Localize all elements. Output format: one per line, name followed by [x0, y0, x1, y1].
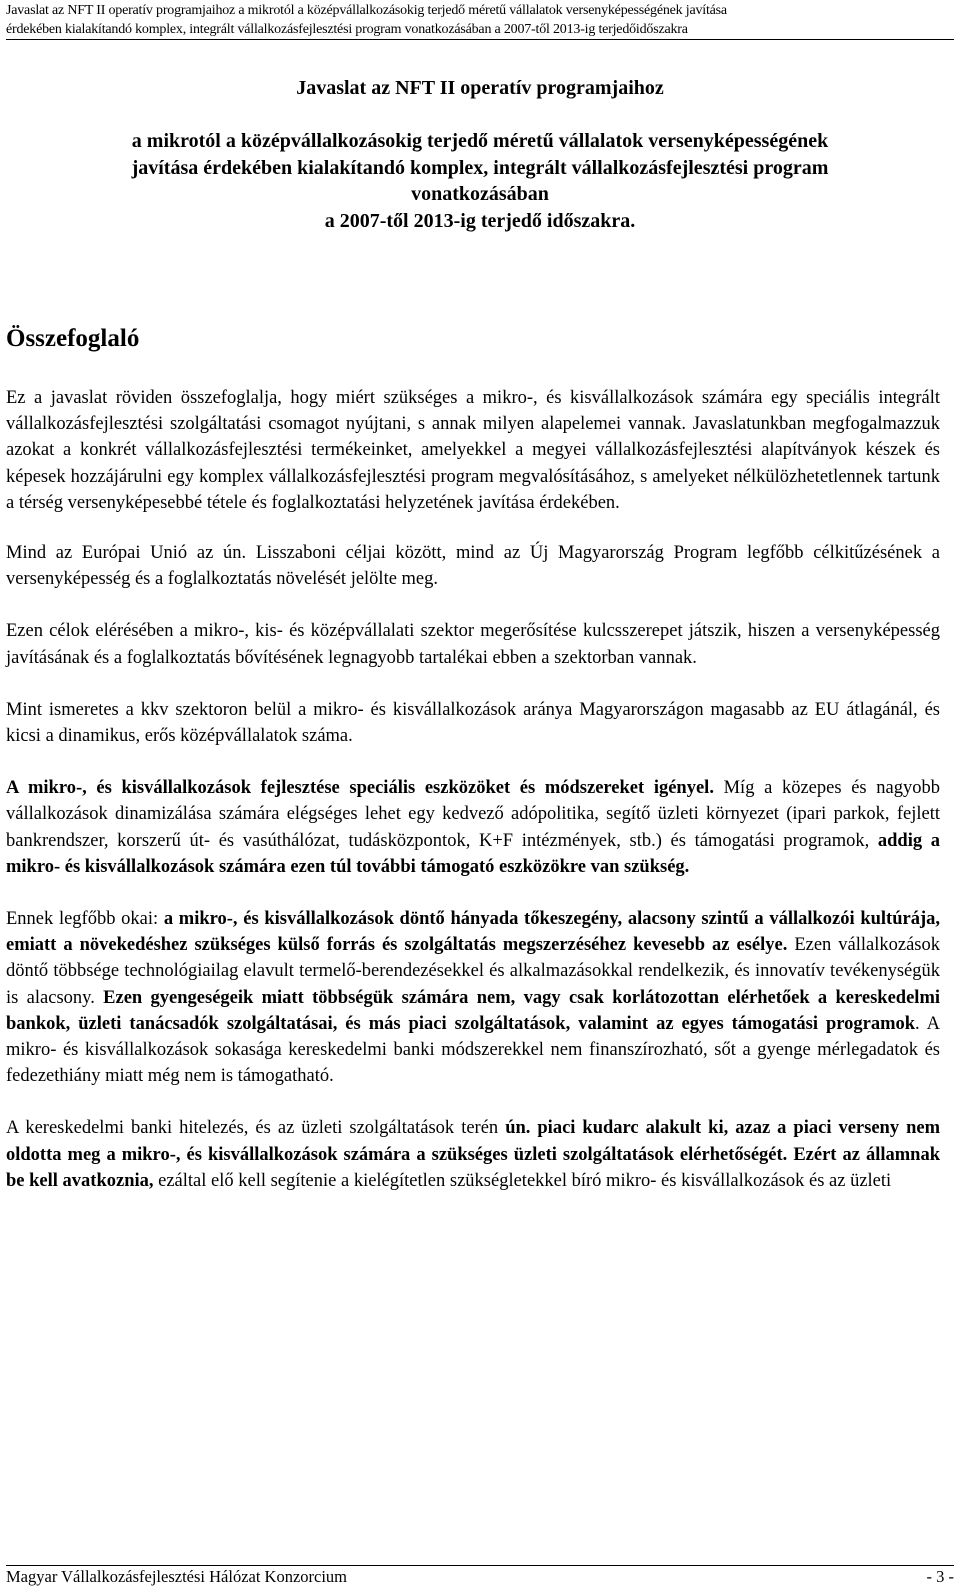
- body-text: ezáltal elő kell segítenie a kielégítetlen szükségletekkel bíró mikro- és kisvállalkozások és az üzleti: [153, 1170, 892, 1191]
- emphasis-text: Ezért az államnak be kell avatkoznia,: [6, 1144, 941, 1191]
- subtitle-line-4: a 2007-től 2013-ig terjedő időszakra.: [324, 209, 636, 232]
- body-text: Ezen vállalkozások döntő többsége technológiailag elavult termelő-berendezésekkel és alkalmazásokkal rendelkezik, és innovatív tevékenységük is alacsony.: [6, 935, 941, 1008]
- header-line-1: Javaslat az NFT II operatív programjaihoz a mikrotól a középvállalkozásokig terjedő méretű vállalatok versenyképességének javítása: [6, 3, 727, 18]
- emphasis-text: Ezen gyengeségeik miatt többségük számára nem, vagy csak korlátozottan elérhetőek a kereskedelmi bankok, üzleti tanácsadók szolgáltatásai, és más piaci szolgáltatások, valamint az egyes támogatási programok: [6, 987, 940, 1034]
- subtitle-line-1: a mikrotól a középvállalkozásokig terjedő méretű vállalatok versenyképességének: [131, 130, 829, 152]
- subtitle-line-3: vonatkozásában: [411, 183, 549, 205]
- emphasis-text: ún. piaci kudarc alakult ki, azaz a piaci verseny nem oldotta meg a mikro-, és kisvállalkozások számára a szükséges üzleti szolgáltatások elérhetőségét.: [6, 1118, 941, 1165]
- paragraph-proportion: Mint ismeretes a kkv szektoron belül a mikro- és kisvállalkozások aránya Magyarországon magasabb az EU átlagánál, és kicsi a dinamikus, erős középvállalatok száma.: [6, 699, 940, 747]
- paragraph-special-tools: [6, 775, 940, 880]
- paragraph-reasons: [6, 906, 940, 1089]
- body-text: Ennek legfőbb okai:: [6, 909, 164, 930]
- footer-organization: Magyar Vállalkozásfejlesztési Hálózat Konzorcium: [6, 1567, 348, 1586]
- emphasis-text: addig a mikro- és kisvállalkozások számára ezen túl további támogató eszközökre van szükség.: [6, 830, 941, 877]
- document-body: [6, 385, 940, 1220]
- page-footer: [6, 1565, 954, 1588]
- paragraph-goals: Mind az Európai Unió az ún. Lisszaboni céljai között, mind az Új Magyarország Program legfőbb célkitűzésének a versenyképesség és a foglalkoztatás növelését jelölte meg.: [6, 543, 940, 590]
- body-text: Míg a közepes és nagyobb vállalkozások dinamizálása számára elégséges lehet egy kedvező adópolitika, segítő üzleti környezet (ipari parkok, fejlett bankrendszer, korszerű út- és vasúthálózat, tudásközpontok, K+F intézmények, stb.) és támogatási programok,: [6, 778, 940, 851]
- section-heading: Összefoglaló: [6, 325, 140, 352]
- running-header: [6, 0, 954, 40]
- subtitle-line-2: javítása érdekében kialakítandó komplex, integrált vállalkozásfejlesztési program: [131, 156, 829, 179]
- header-line-2: érdekében kialakítandó komplex, integrált vállalkozásfejlesztési program vonatkozásában a 2007-től 2013-ig terjedőidőszakra: [6, 22, 688, 37]
- body-text: A kereskedelmi banki hitelezés, és az üzleti szolgáltatások terén: [6, 1118, 506, 1139]
- paragraph-market-failure: [6, 1115, 940, 1194]
- paragraph-intro: Ez a javaslat röviden összefoglalja, hogy miért szükséges a mikro-, és kisvállalkozások számára egy speciális integrált vállalkozásfejlesztési szolgáltatási csomagot nyújtani, s annak milyen alapelemei vannak. Javaslatunkban megfogalmazzuk azokat a konkrét vállalkozásfejlesztési termékeinket, amelyekkel a megyei vállalkozásfejlesztési alapítványok készek és képesek hozzájárulni egy komplex vállalkozásfejlesztési program megvalósításához, s amelyeket nélkülözhetetlennek tartunk a térség versenyképesebbé tétele és foglalkoztatási helyzetének javítása érdekében.: [6, 388, 940, 513]
- emphasis-text: A mikro-, és kisvállalkozások fejlesztése speciális eszközöket és módszereket igényel.: [6, 778, 714, 799]
- document-title: Javaslat az NFT II operatív programjaihoz: [296, 77, 664, 99]
- paragraph-sector: Ezen célok elérésében a mikro-, kis- és középvállalati szektor megerősítése kulcsszerepet játszik, hiszen a versenyképesség javításának és a foglalkoztatás bővítésének legnagyobb tartalékai ebben a szektorban vannak.: [6, 621, 940, 668]
- page-number: - 3 -: [926, 1567, 954, 1586]
- document-subtitle: [6, 128, 954, 234]
- emphasis-text: a mikro-, és kisvállalkozások döntő hányada tőkeszegény, alacsony szintű a vállalkozói kultúrája, emiatt a növekedéshez szükséges külső forrás és szolgáltatás megszerzéséhez kevesebb az esélye.: [6, 909, 940, 956]
- body-text: . A mikro- és kisvállalkozások sokasága kereskedelmi banki módszerekkel nem finanszírozható, sőt a gyenge mérlegadatok és fedezethiány miatt még nem is támogatható.: [6, 1013, 940, 1087]
